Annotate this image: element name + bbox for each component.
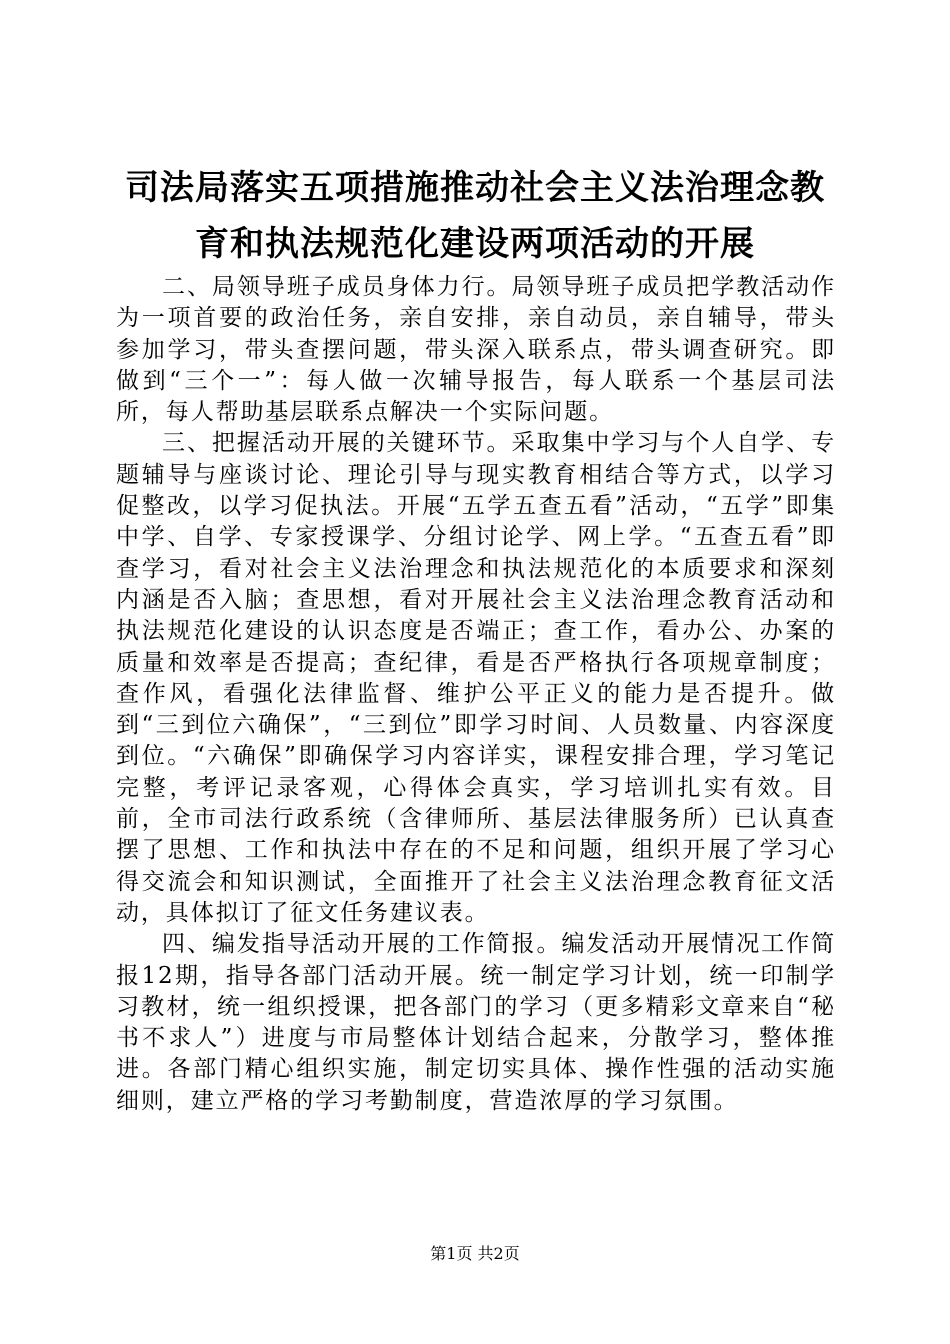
paragraph-leadership: 二、局领导班子成员身体力行。局领导班子成员把学教活动作为一项首要的政治任务，亲自安排，亲自动员，亲自辅导，带头参加学习，带头查摆问题，带头深入联系点，带头调查研究。即做到“三个一”：每人做一次辅导报告，每人联系一个基层司法所，每人帮助基层联系点解决一个实际问题。 bbox=[116, 274, 836, 426]
paragraph-work-briefing: 四、编发指导活动开展的工作简报。编发活动开展情况工作简报12期，指导各部门活动开展。统一制定学习计划，统一印制学习教材，统一组织授课，把各部门的学习（更多精彩文章来自“秘书不求人”）进度与市局整体计划结合起来，分散学习，整体推进。各部门精心组织实施，制定切实具体、操作性强的活动实施细则，建立严格的学习考勤制度，营造浓厚的学习氛围。 bbox=[116, 931, 836, 1114]
page-footer: 第1页 共2页 bbox=[430, 1244, 520, 1263]
title-line-2: 育和执法规范化建设两项活动的开展 bbox=[195, 224, 755, 264]
document-body bbox=[116, 272, 836, 1117]
title-line-1: 司法局落实五项措施推动社会主义法治理念教 bbox=[125, 168, 825, 208]
paragraph-key-links: 三、把握活动开展的关键环节。采取集中学习与个人自学、专题辅导与座谈讨论、理论引导与现实教育相结合等方式，以学习促整改，以学习促执法。开展“五学五查五看”活动，“五学”即集中学、自学、专家授课学、分组讨论学、网上学。“五查五看”即查学习，看对社会主义法治理念和执法规范化的本质要求和深刻内涵是否入脑；查思想，看对开展社会主义法治理念教育活动和执法规范化建设的认识态度是否端正；查工作，看办公、办案的质量和效率是否提高；查纪律，看是否严格执行各项规章制度；查作风，看强化法律监督、维护公平正义的能力是否提升。做到“三到位六确保”，“三到位”即学习时间、人员数量、内容深度到位。“六确保”即确保学习内容详实，课程安排合理，学习笔记完整，考评记录客观，心得体会真实，学习培训扎实有效。目前，全市司法行政系统（含律师所、基层法律服务所）已认真查摆了思想、工作和执法中存在的不足和问题，组织开展了学习心得交流会和知识测试，全面推开了社会主义法治理念教育征文活动，具体拟订了征文任务建议表。 bbox=[116, 430, 836, 926]
document-title bbox=[110, 160, 840, 272]
